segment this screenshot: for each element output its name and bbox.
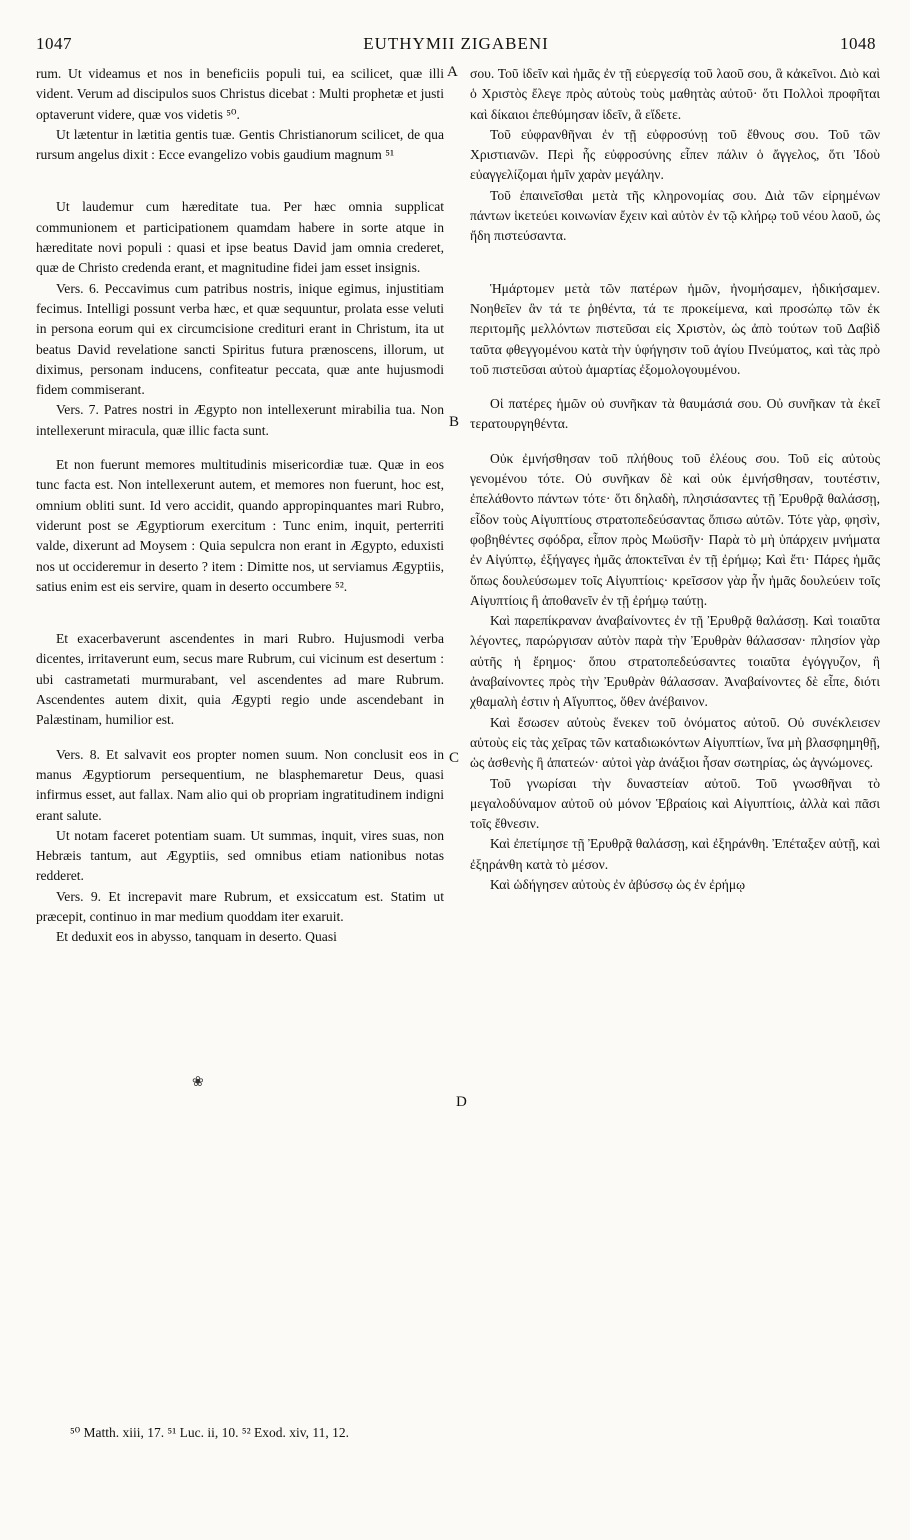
paragraph: Ut notam faceret potentiam suam. Ut summas, inquit, vires suas, non Hebræis tantum, aut Ægyptiis, sed omnibus etiam nationibus notas redderet. [36, 827, 444, 884]
latin-column [36, 64, 444, 948]
paragraph: Οἱ πατέρες ἡμῶν οὐ συνῆκαν τὰ θαυμάσιά σου. Οὐ συνῆκαν τὰ ἐκεῖ τερατουργηθέντα. [470, 396, 880, 432]
page-number-right: 1048 [840, 34, 876, 53]
paragraph: Et non fuerunt memores multitudinis misericordiæ tuæ. Quæ in eos tunc facta est. Non intellexerunt autem, et memores non fuerunt, hoc est, omnium obliti sunt. Id vero accidit, quando appropinquantes mari Rubro, viderunt post se Ægyptiorum exercitum : Tunc enim, inquit, perterriti valde, dixerunt ad Moysem : Quia sepulcra non erant in Ægypto, eduxisti nos ut occideremur in deserto ? item : Dimitte nos, ut serviamus Ægyptiis, satius enim est eis servire, quam in deserto occumbere ⁵². [36, 457, 444, 594]
greek-column [470, 64, 880, 895]
page-number-left: 1047 [36, 34, 72, 53]
section-marker-b: B [449, 414, 460, 430]
ornament-icon: ❀ [192, 1075, 204, 1090]
paragraph: Et exacerbaverunt ascendentes in mari Rubro. Hujusmodi verba dicentes, irritaverunt eum, secus mare Rubrum, cui vicinum est desertum : ubi castrametati murmurabant, vel ascendentes ad mare Rubrum. Ascendentes autem dixit, quia Ægypti regio unde ascendebant in Palæstinam, humilior est. [36, 631, 444, 728]
paragraph: Vers. 6. Peccavimus cum patribus nostris, inique egimus, injustitiam fecimus. Intelligi possunt verba hæc, et quæ sequuntur, prolata esse veluti in persona eorum qui ex circumcisione crediturі erant in Christum, ita ut beatus David revelatione sancti Spiritus futura prænoscens, illorum, ut diximus, personam inducens, confiteatur peccata, quæ ante hujusmodi fidem commiserant. [36, 280, 444, 398]
paragraph: Τοῦ εὐφρανθῆναι ἐν τῇ εὐφροσύνῃ τοῦ ἔθνους σου. Τοῦ τῶν Χριστιανῶν. Περὶ ἧς εὐφροσύνης εἶπεν πάλιν ὁ ἄγγελος, ὅτι Ἰδοὺ εὐαγγελίζομαι ἡμῖν χαρὰν μεγάλην. [470, 126, 880, 183]
paragraph: Vers. 9. Et increpavit mare Rubrum, et exsiccatum est. Statim ut præcepit, continuo in mar medium quoddam iter exaruit. [36, 888, 444, 924]
paragraph: Οὐκ ἐμνήσθησαν τοῦ πλήθους τοῦ ἐλέους σου. Τοῦ εἰς αὐτοὺς γενομένου τότε. Οὐ συνῆκαν δὲ καὶ οὐκ ἐμνήσθησαν, τουτέστιν, ἐπελάθοντο πάντων τότε· ὅτι δηλαδὴ, πλησιάσαντες τῇ Ἐρυθρᾷ θαλάσσῃ, εἶδον τοὺς Αἰγυπτίους στρατοπεδεύσαντας ὄπισω αὐτῶν. Τότε γὰρ, φησὶν, φοβηθέντες σφόδρα, εἶπον πρὸς Μωϋσῆν· Παρὰ τὸ μὴ ὑπάρχειν μνήματα ἐν Αἰγύπτῳ, ἐξήγαγες ἡμᾶς ἀποκτεῖναι ἐν τῇ ἐρήμῳ; Καὶ ἔτι· Πάρες ἡμᾶς ὅπως δουλεύσωμεν τοῖς Αἰγυπτίοις· κρεῖσσον γὰρ ἦν ἡμᾶς δουλεύειν τοῖς Αἰγυπτίοις ἢ ἀποθανεῖν ἐν τῇ ἐρήμῳ ταύτῃ. [470, 450, 880, 608]
paragraph: Ἡμάρτομεν μετὰ τῶν πατέρων ἡμῶν, ἠνομήσαμεν, ἠδικήσαμεν. Νοηθεῖεν ἂν τά τε ῥηθέντα, τά τε προκείμενα, καὶ προσώπῳ τῶν ἐκ περιτομῆς μελλόντων πιστεῦσαι εἰς Χριστὸν, ὡς ἀπὸ τούτων τοῦ Δαβὶδ ταῦτα φθεγγομένου κατὰ τὴν ὑφήγησιν τοῦ ἁγίου Πνεύματος, καὶ τὰς πρὸ τοῦ πιστεῦσαι αὐτοὺ ἁμαρτίας ἐξομολογουμένου. [470, 280, 880, 377]
footnotes: ⁵⁰ Matth. xiii, 17. ⁵¹ Luc. ii, 10. ⁵² Exod. xiv, 11, 12. [70, 1425, 349, 1440]
paragraph: Vers. 7. Patres nostri in Ægypto non intellexerunt mirabilia tua. Non intellexerunt miracula, quæ illic facta sunt. [36, 402, 444, 438]
section-marker-d: D [456, 1094, 467, 1110]
paragraph: Et deduxit eos in abysso, tanquam in deserto. Quasi [56, 929, 337, 945]
paragraph: Καὶ παρεπίκραναν ἀναβαίνοντες ἐν τῇ Ἐρυθρᾷ θαλάσσῃ. Καὶ τοιαῦτα λέγοντες, παρώργισαν αὐτὸν παρὰ τὴν Ἐρυθρὰν θάλασσαν· πλησίον γὰρ αὐτῆς ἡ ἔρημος· ὅπου στρατοπεδεύσαντες τοιαῦτα ἐγόγγυζον, ἢ ἀναβαίνοντες πρὸς τὴν Ἐρυθρὰν θάλασσαν. Ἀναβαίνοντες δὲ εἶπε, διότι χθαμαλὴ ἐστιν ἡ Αἴγυπτος, ὅθεν ἀνέβαινον. [470, 613, 880, 710]
paragraph: Ut lætentur in lætitia gentis tuæ. Gentis Christianorum scilicet, de qua rursum angelus dixit : Ecce evangelizo vobis gaudium magnum ⁵¹ [36, 126, 444, 163]
paragraph: Τοῦ ἐπαινεῖσθαι μετὰ τῆς κληρονομίας σου. Διὰ τῶν εἰρημένων πάντων ἱκετεύει κοινωνίαν ἔχειν καὶ αὐτὸν ἐν τῷ κλήρῳ τοῦ νέου λαοῦ, ὡς ἤδη πιστεύσαντα. [470, 187, 880, 244]
paragraph: σου. Τοῦ ἰδεῖν καὶ ἡμᾶς ἐν τῇ εὐεργεσίᾳ τοῦ λαοῦ σου, ἃ κἀκεῖνοι. Διὸ καὶ ὁ Χριστὸς ἔλεγε πρὸς αὐτοὺς τοὺς μαθητὰς αὐτοῦ· ὅτι Πολλοὶ προφῆται καὶ δίκαιοι ἐπεθύμησαν ἰδεῖν, ἃ εἴδετε. [470, 66, 880, 122]
page-header [36, 34, 876, 58]
section-marker-a: A [447, 64, 458, 80]
running-title: EUTHYMII ZIGABENI [363, 34, 549, 53]
paragraph: rum. Ut videamus et nos in beneficiis populi tui, ea scilicet, quæ illi vident. Verum ad discipulos suos Christus dicebat : Multi prophetæ et justi optaverunt videre, quæ vos videtis ⁵⁰. [36, 66, 444, 122]
paragraph: Καὶ ἔσωσεν αὐτοὺς ἕνεκεν τοῦ ὀνόματος αὐτοῦ. Οὐ συνέκλεισεν αὐτοὺς εἰς τὰς χεῖρας τῶν καταδιωκόντων Αἰγυπτίων, ἵνα μὴ βλασφημηθῇ, ὡς ἀσθενὴς ἢ ἀπατεών· αὐτοὶ γὰρ ἀνάξιοι ἦσαν σωτηρίας, ὡς ἀγνώμονες. [470, 714, 880, 771]
section-marker-c: C [449, 750, 460, 766]
paragraph: Ut laudemur cum hæreditate tua. Per hæc omnia supplicat communionem et participationem quamdam habere in sorte atque in hæreditate novi populi : quasi et ipse beatus David jam omnia crederet, quæ de Christo credenda erant, et magnitudine fidei jam esset insignis. [36, 199, 444, 276]
paragraph: Vers. 8. Et salvavit eos propter nomen suum. Non conclusit eos in manus Ægyptiorum persequentium, ne blasphemaretur Deus, quasi infirmus esset, aut fallax. Nam alio qui ob propriam ingratitudinem indigni erant salute. [36, 746, 444, 823]
paragraph: Τοῦ γνωρίσαι τὴν δυναστείαν αὐτοῦ. Τοῦ γνωσθῆναι τὸ μεγαλοδύναμον αὐτοῦ οὐ μόνον Ἑβραίοις καὶ Αἰγυπτίοις, ἀλλὰ καὶ πᾶσι τοῖς ἔθνεσιν. [470, 775, 880, 832]
paragraph: Καὶ ὡδήγησεν αὐτοὺς ἐν ἀβύσσῳ ὡς ἐν ἐρήμῳ [490, 876, 746, 892]
paragraph: Καὶ ἐπετίμησε τῇ Ἐρυθρᾷ θαλάσσῃ, καὶ ἐξηράνθη. Ἐπέταξεν αὐτῇ, καὶ ἐξηράνθη κατὰ τὸ μέσον. [470, 836, 880, 872]
